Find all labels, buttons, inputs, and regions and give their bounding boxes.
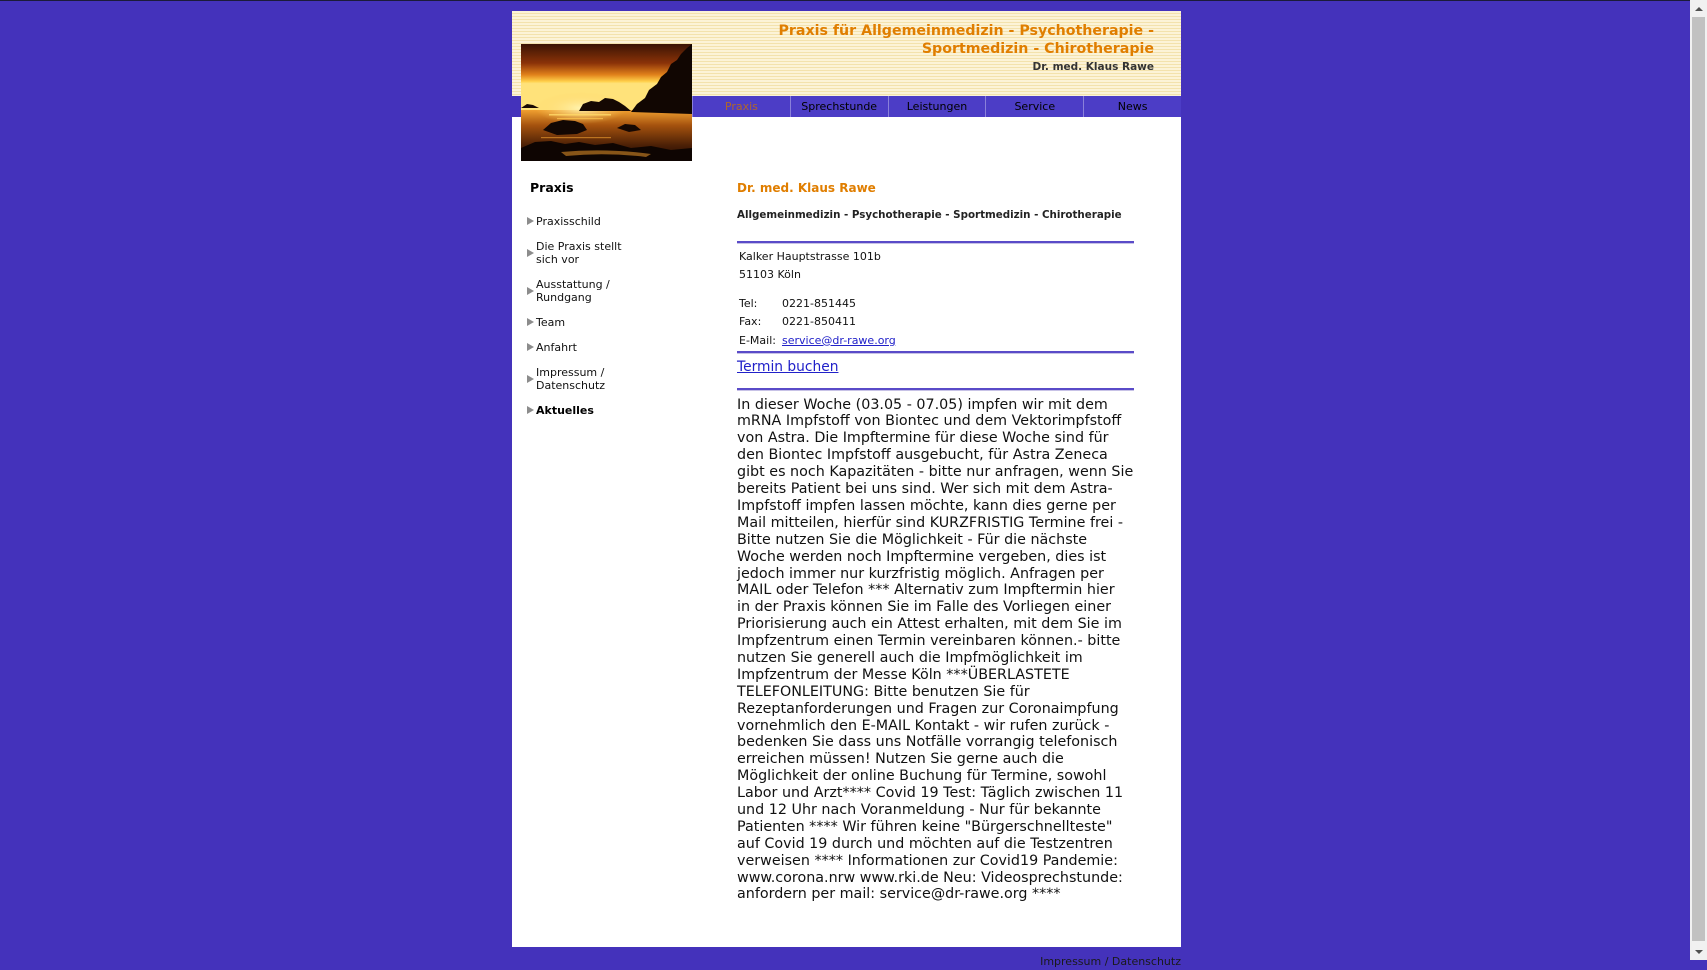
sidebar-menu xyxy=(527,215,687,417)
divider xyxy=(737,241,1134,244)
book-appointment-link[interactable]: Termin buchen xyxy=(737,358,839,375)
sidebar-item-praxisschild[interactable] xyxy=(527,215,687,228)
email-link[interactable]: service@dr-rawe.org xyxy=(782,333,896,347)
sidebar-item-praxis-vorstellung[interactable] xyxy=(527,240,687,266)
news-line: Mail mitteilen, hierfür sind KURZFRISTIG Termine frei - xyxy=(737,514,1124,531)
tab-sprechstunde[interactable]: Sprechstunde xyxy=(790,96,888,117)
footer xyxy=(1000,950,1181,968)
triangle-right-icon xyxy=(527,343,534,351)
fax-value: 0221-850411 xyxy=(782,315,856,329)
sidebar-item-label: Impressum / xyxy=(536,365,605,379)
triangle-right-icon xyxy=(527,406,534,414)
news-line: mRNA Impfstoff von Biontec und dem Vektorimpfstoff xyxy=(737,413,1122,430)
news-line: und 12 Uhr nach Voranmeldung - Nur für bekannte xyxy=(737,801,1101,818)
tab-praxis[interactable]: Praxis xyxy=(692,96,790,117)
news-line: verweisen **** Informationen zur Covid19 Pandemie: xyxy=(737,852,1118,869)
triangle-right-icon xyxy=(527,217,534,225)
news-line: Impfstoff impfen lassen möchte, kann dies gerne per xyxy=(737,497,1116,514)
email-label: E-Mail: xyxy=(739,333,776,347)
news-line: auf Covid 19 durch und möchten auf die Testzentren xyxy=(737,835,1113,852)
window-top-edge xyxy=(0,0,1690,1)
arrow-up-icon xyxy=(1695,7,1703,11)
site-title-line-1: Praxis für Allgemeinmedizin - Psychotherapie - xyxy=(778,23,1154,39)
tel-value: 0221-851445 xyxy=(782,296,856,310)
triangle-right-icon xyxy=(527,287,534,295)
news-line: von Astra. Die Impftermine für diese Woche sind für xyxy=(737,430,1109,447)
sidebar-item-label: Team xyxy=(536,315,566,329)
news-line: In dieser Woche (03.05 - 07.05) impfen wir mit dem xyxy=(737,396,1108,413)
header-doctor-name: Dr. med. Klaus Rawe xyxy=(1032,61,1154,73)
news-line: bedenken Sie dass uns Notfälle vorrangig telefonisch xyxy=(737,734,1118,751)
scroll-up-button[interactable] xyxy=(1690,0,1707,17)
tab-leistungen[interactable]: Leistungen xyxy=(888,96,986,117)
news-line: erreichen müssen! Nutzen Sie gerne auch die xyxy=(737,751,1064,768)
triangle-right-icon xyxy=(527,375,534,383)
news-line: MAIL oder Telefon *** Alternativ zum Impftermin hier xyxy=(737,582,1115,599)
news-line: anfordern per mail: service@dr-rawe.org **** xyxy=(737,886,1061,903)
news-line: bereits Patient bei uns sind. Wer sich mit dem Astra- xyxy=(737,481,1113,498)
footer-impressum-link[interactable]: Impressum / Datenschutz xyxy=(1040,955,1181,968)
news-line: jedoch immer nur kurzfristig möglich. Anfragen per xyxy=(737,565,1104,582)
news-line: gibt es noch Kapazitäten - bitte nur anfragen, wenn Sie xyxy=(737,464,1134,481)
news-line: TELEFONLEITUNG: Bitte benutzen Sie für xyxy=(737,683,1030,700)
sidebar-item-label: Ausstattung / xyxy=(536,277,610,291)
news-line: Impfzentrum einen Termin vereinbaren können.- bitte xyxy=(737,633,1121,650)
news-text xyxy=(737,397,1133,904)
triangle-right-icon xyxy=(527,249,534,257)
triangle-right-icon xyxy=(527,318,534,326)
news-line: Labor und Arzt**** Covid 19 Test: Täglich zwischen 11 xyxy=(737,785,1124,802)
scroll-down-button[interactable] xyxy=(1690,943,1707,960)
vertical-scrollbar[interactable] xyxy=(1690,0,1707,960)
fax-label: Fax: xyxy=(739,315,762,329)
address-city: 51103 Köln xyxy=(739,268,801,282)
address-street: Kalker Hauptstrasse 101b xyxy=(739,250,881,263)
sidebar-item-team[interactable] xyxy=(527,316,687,329)
news-line: Priorisierung auch ein Attest erhalten, mit dem Sie im xyxy=(737,616,1122,633)
news-line: Patienten **** Wir führen keine "Bürgerschnellteste" xyxy=(737,818,1113,835)
sidebar-item-label: Praxisschild xyxy=(536,214,601,228)
news-line: Möglichkeit der online Buchung für Termine, sowohl xyxy=(737,768,1107,785)
news-line: Impfzentrum der Messe Köln ***ÜBERLASTETE xyxy=(737,666,1070,683)
sidebar-item-label: Rundgang xyxy=(536,290,592,304)
nav-tabs xyxy=(692,96,1181,117)
sidebar-item-label: Die Praxis stellt xyxy=(536,239,622,253)
sidebar-item-label: Aktuelles xyxy=(536,403,594,417)
sidebar-item-label: sich vor xyxy=(536,252,580,266)
tel-label: Tel: xyxy=(739,296,758,310)
news-line: Rezeptanforderungen und Fragen zur Coronaimpfung xyxy=(737,700,1119,717)
news-line: Woche werden noch Impftermine vergeben, dies ist xyxy=(737,548,1107,565)
divider xyxy=(737,388,1134,391)
divider xyxy=(737,351,1134,354)
sidebar-item-aktuelles[interactable] xyxy=(527,404,687,417)
tab-news[interactable]: News xyxy=(1083,96,1181,117)
sidebar-item-ausstattung[interactable] xyxy=(527,278,687,304)
news-line: vornehmlich den E-MAIL Kontakt - wir rufen zurück - xyxy=(737,717,1110,734)
doctor-name-heading: Dr. med. Klaus Rawe xyxy=(737,181,876,195)
sidebar-item-anfahrt[interactable] xyxy=(527,341,687,354)
sidebar-item-label: Datenschutz xyxy=(536,378,606,392)
page-container xyxy=(512,11,1181,947)
scrollbar-thumb[interactable] xyxy=(1692,17,1705,941)
specialties-line: Allgemeinmedizin - Psychotherapie - Sportmedizin - Chirotherapie xyxy=(737,209,1122,221)
news-line: Bitte nutzen Sie die Möglichkeit - Für die nächste xyxy=(737,531,1088,548)
site-title-line-2: Sportmedizin - Chirotherapie xyxy=(921,40,1154,57)
sidebar-heading: Praxis xyxy=(530,180,574,195)
news-line: in der Praxis können Sie im Falle des Vorliegen einer xyxy=(737,599,1112,616)
news-line: www.corona.nrw www.rki.de Neu: Videosprechstunde: xyxy=(737,869,1123,886)
sidebar-item-label: Anfahrt xyxy=(536,340,577,354)
sunset-photo xyxy=(521,44,692,161)
arrow-down-icon xyxy=(1695,950,1703,954)
news-line: den Biontec Impfstoff ausgebucht, für Astra Zeneca xyxy=(737,447,1108,464)
tab-service[interactable]: Service xyxy=(985,96,1083,117)
sidebar-item-impressum[interactable] xyxy=(527,366,687,392)
news-line: nutzen Sie generell auch die Impfmöglichkeit im xyxy=(737,649,1083,666)
